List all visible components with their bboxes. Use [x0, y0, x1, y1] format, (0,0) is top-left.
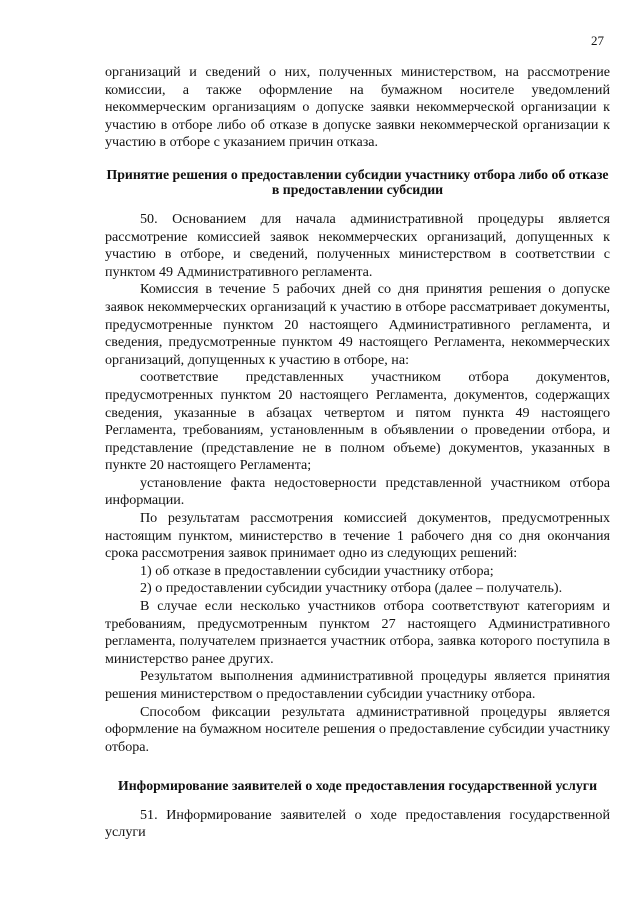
paragraph-procedure-result: Результатом выполнения административной процедуры является принятия решения министерством о предоставлении субсидии участнику отбора.	[105, 668, 610, 702]
section-heading-informing: Информирование заявителей о ходе предоставления государственной услуги	[117, 778, 598, 794]
page-number: 27	[591, 33, 604, 48]
paragraph-50: 50. Основанием для начала административной процедуры является рассмотрение комиссией заявок некоммерческих организаций, допущенных к участию в отборе, и сведений, полученных министерством в соответствии с пунктом 49 Административного регламента.	[105, 210, 610, 280]
list-item-refusal: 1) об отказе в предоставлении субсидии участнику отбора;	[140, 562, 494, 579]
paragraph-continued: организаций и сведений о них, полученных министерством, на рассмотрение комиссии, а также оформление на бумажном носителе уведомлений некоммерческим организациям о допуске заявки некоммерческой организации к участию в отборе либо об отказе в допуске заявки некоммерческой организации к участию в отборе с указанием причин отказа.	[105, 64, 610, 151]
paragraph-fixation-method: Способом фиксации результата административной процедуры является оформление на бумажном носителе решения о предоставление субсидии участнику отбора.	[105, 703, 610, 755]
paragraph-compliance: соответствие представленных участником отбора документов, предусмотренных пунктом 20 настоящего Регламента, документов, содержащих сведения, указанные в абзацах четвертом и пятом пункта 49 настоящего Регламента, требованиям, установленным в объявлении о проведении отбора, и представление (представление не в полном объеме) документов, указанных в пункте 20 настоящего Регламента;	[105, 369, 610, 474]
paragraph-multiple-participants: В случае если несколько участников отбора соответствуют категориям и требованиям, предусмотренным пунктом 27 настоящего Административного регламента, получателем признается участник отбора, заявка которого поступила в министерство ранее других.	[105, 598, 610, 667]
paragraph-unreliability: установление факта недостоверности представленной участником отбора информации.	[105, 474, 610, 509]
section-heading-decision: Принятие решения о предоставлении субсидии участнику отбора либо об отказе в предоставлении субсидии	[106, 166, 609, 198]
paragraph-results: По результатам рассмотрения комиссией документов, предусмотренных настоящим пунктом, министерство в течение 1 рабочего дня со дня окончания срока рассмотрения заявок принимает одно из следующих решений:	[105, 510, 610, 562]
list-item-grant: 2) о предоставлении субсидии участнику отбора (далее – получатель).	[140, 580, 563, 597]
page-body	[105, 64, 610, 842]
paragraph-51: 51. Информирование заявителей о ходе предоставления государственной услуги	[105, 806, 610, 841]
paragraph-commission: Комиссия в течение 5 рабочих дней со дня принятия решения о допуске заявок некоммерческих организаций к участию в отборе рассматривает документы, предусмотренные пунктом 20 настоящего Административного регламента, и сведения, предусмотренные пунктом 49 настоящего Регламента, некоммерческих организаций, допущенных к участию в отборе, на:	[105, 281, 610, 368]
